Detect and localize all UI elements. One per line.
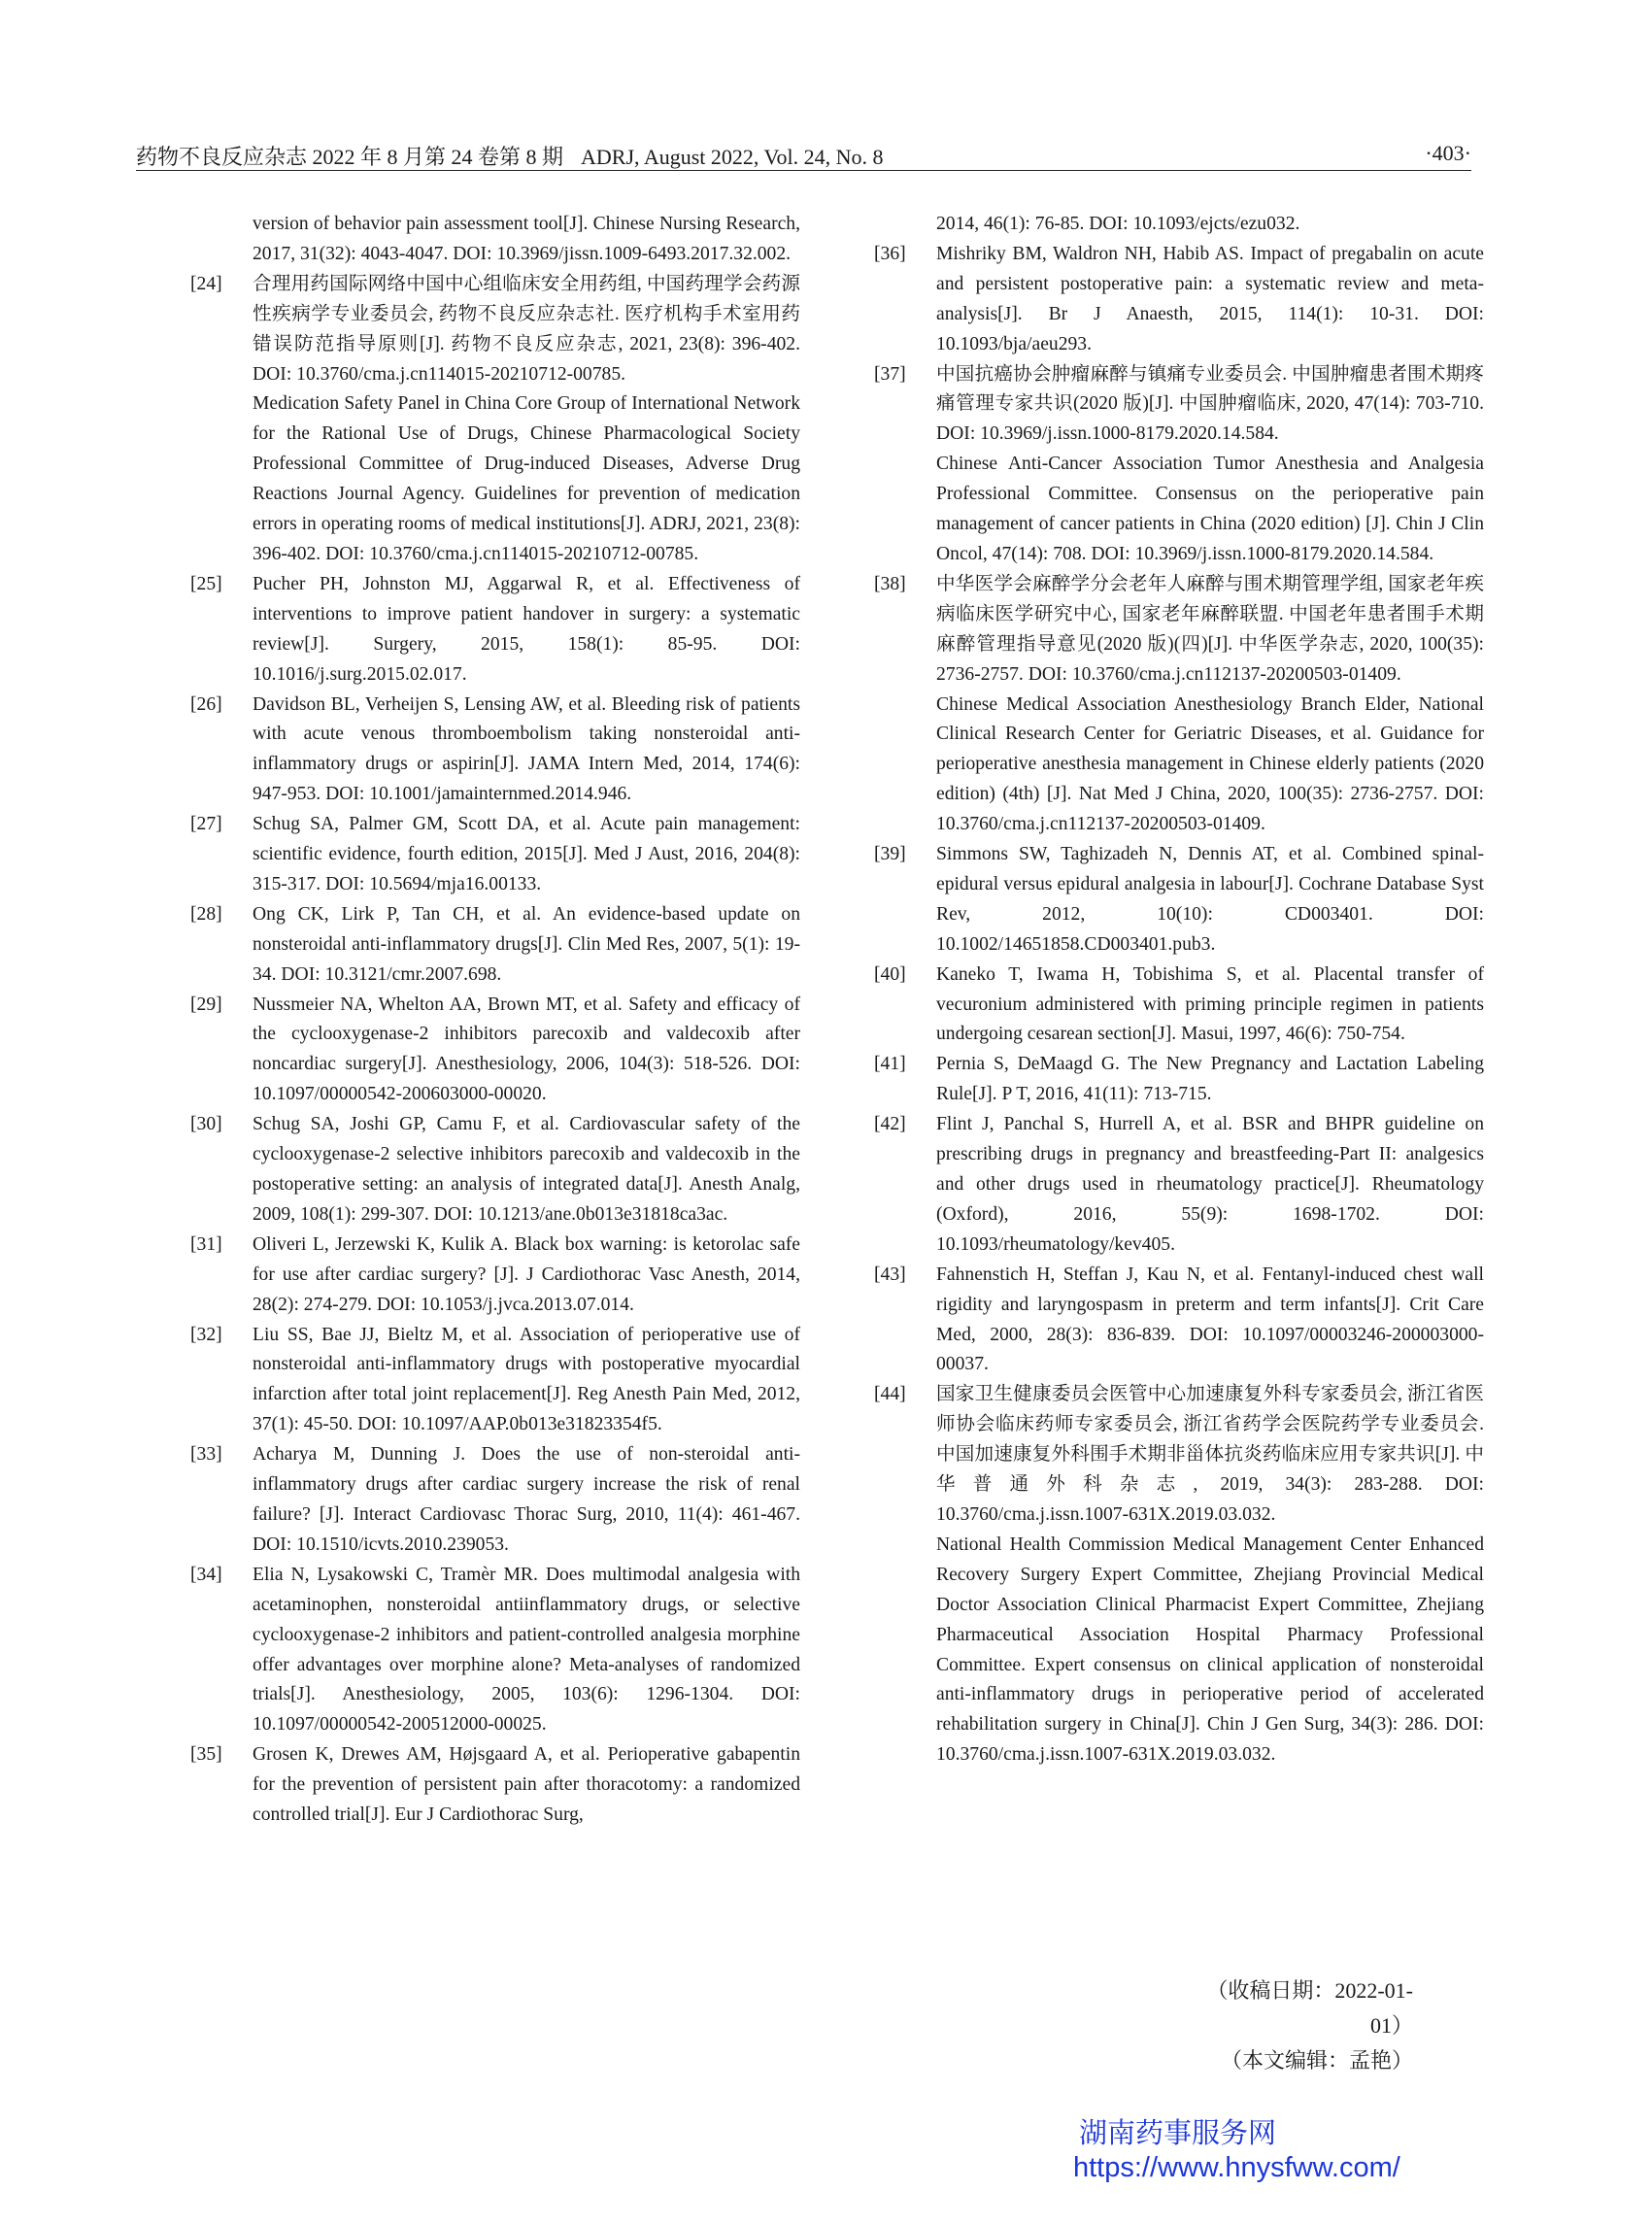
reference-number: [24] <box>190 273 222 294</box>
reference-text: Oliveri L, Jerzewski K, Kulik A. Black box warning: is ketorolac safe for use after cardiac surgery? [J]. J Cardiothorac Vasc Anesth, 2014, 28(2): 274-279. DOI: 10.1053/j.jvca.2013.07.014. <box>253 1233 800 1315</box>
reference-item <box>190 991 800 1111</box>
reference-item <box>190 1440 800 1561</box>
watermark-site-name: 湖南药事服务网 <box>1079 2118 1277 2149</box>
reference-item <box>874 240 1484 360</box>
reference-item <box>190 1321 800 1441</box>
reference-number: [44] <box>874 1384 906 1405</box>
site-watermark[interactable] <box>1073 2117 1400 2185</box>
reference-item <box>874 1050 1484 1110</box>
reference-number: [29] <box>190 994 222 1015</box>
reference-translation: Chinese Medical Association Anesthesiology Branch Elder, National Clinical Research Center for Geriatric Diseases, et al. Guidance for perioperative anesthesia management in Chinese elderly patients (2020 edition) (4th) [J]. Nat Med J China, 2020, 100(35): 2736-2757. DOI: 10.3760/cma.j.cn112137-20200503-01409. <box>936 693 1484 835</box>
reference-item <box>190 570 800 691</box>
reference-item <box>190 1110 800 1230</box>
reference-item <box>874 840 1484 961</box>
reference-translation: National Health Commission Medical Management Center Enhanced Recovery Surgery Expert Committee, Zhejiang Provincial Medical Doctor Association Clinical Pharmacist Expert Committee, Zhejiang Pharmaceutical Association Hospital Pharmacy Professional Committee. Expert consensus on clinical application of nonsteroidal anti-inflammatory drugs in perioperative period of accelerated rehabilitation surgery in China[J]. Chin J Gen Surg, 34(3): 286. DOI: 10.3760/cma.j.issn.1007-631X.2019.03.032. <box>936 1534 1484 1766</box>
reference-text: Simmons SW, Taghizadeh N, Dennis AT, et al. Combined spinal-epidural versus epidural analgesia in labour[J]. Cochrane Database Syst Rev, 2012, 10(10): CD003401. DOI: 10.1002/14651858.CD003401.pub3. <box>936 844 1484 955</box>
page-number: ·403· <box>1425 141 1471 165</box>
reference-text: 中国抗癌协会肿瘤麻醉与镇痛专业委员会. 中国肿瘤患者围术期疼痛管理专家共识(2020 版)[J]. 中国肿瘤临床, 2020, 47(14): 703-710. DOI: 10.3969/j.issn.1000-8179.2020.14.584. <box>936 363 1484 445</box>
reference-text: Acharya M, Dunning J. Does the use of non-steroidal anti-inflammatory drugs after cardiac surgery increase the risk of renal failure? [J]. Interact Cardiovasc Thorac Surg, 2010, 11(4): 461-467. DOI: 10.1510/icvts.2010.239053. <box>253 1444 800 1555</box>
reference-text: Nussmeier NA, Whelton AA, Brown MT, et al. Safety and efficacy of the cyclooxygenase-2 inhibitors parecoxib and valdecoxib after noncardiac surgery[J]. Anesthesiology, 2006, 104(3): 518-526. DOI: 10.1097/00000542-200603000-00020. <box>253 994 800 1105</box>
reference-translation: Medication Safety Panel in China Core Group of International Network for the Rational Use of Drugs, Chinese Pharmacological Society Professional Committee of Drug-induced Diseases, Adverse Drug Reactions Journal Agency. Guidelines for prevention of medication errors in operating rooms of medical institutions[J]. ADRJ, 2021, 23(8): 396-402. DOI: 10.3760/cma.j.cn114015-20210712-00785. <box>253 393 800 564</box>
reference-item <box>874 1110 1484 1261</box>
reference-continuation: 2014, 46(1): 76-85. DOI: 10.1093/ejcts/ezu032. <box>936 214 1300 234</box>
reference-text: Ong CK, Lirk P, Tan CH, et al. An evidence-based update on nonsteroidal anti-inflammatory drugs[J]. Clin Med Res, 2007, 5(1): 19-34. DOI: 10.3121/cmr.2007.698. <box>253 903 800 985</box>
reference-text: Pucher PH, Johnston MJ, Aggarwal R, et al. Effectiveness of interventions to improve patient handover in surgery: a systematic review[J]. Surgery, 2015, 158(1): 85-95. DOI: 10.1016/j.surg.2015.02.017. <box>253 573 800 685</box>
reference-item <box>874 1380 1484 1770</box>
reference-number: [27] <box>190 814 222 835</box>
reference-item <box>190 270 800 570</box>
reference-number: [26] <box>190 693 222 715</box>
reference-number: [32] <box>190 1324 222 1345</box>
editor-note: （本文编辑：孟艳） <box>1220 2048 1413 2073</box>
reference-number: [35] <box>190 1744 222 1766</box>
journal-citation <box>136 141 884 171</box>
reference-item <box>874 961 1484 1051</box>
reference-translation: Chinese Anti-Cancer Association Tumor Anesthesia and Analgesia Professional Committee. Consensus on the perioperative pain management of cancer patients in China (2020 edition) [J]. Chin J Clin Oncol, 47(14): 708. DOI: 10.3969/j.issn.1000-8179.2020.14.584. <box>936 454 1484 564</box>
reference-item <box>190 810 800 900</box>
reference-number: [41] <box>874 1054 906 1075</box>
reference-number: [37] <box>874 363 906 385</box>
reference-item <box>874 360 1484 570</box>
reference-number: [42] <box>874 1114 906 1135</box>
reference-text: 国家卫生健康委员会医管中心加速康复外科专家委员会, 浙江省医师协会临床药师专家委员会, 浙江省药学会医院药学专业委员会. 中国加速康复外科围手术期非甾体抗炎药临床应用专家共识[J]. 中华普通外科杂志, 2019, 34(3): 283-288. DOI: 10.3760/cma.j.issn.1007-631X.2019.03.032. <box>936 1384 1484 1525</box>
reference-number: [40] <box>874 963 906 985</box>
reference-item <box>190 1230 800 1321</box>
reference-text: Davidson BL, Verheijen S, Lensing AW, et al. Bleeding risk of patients with acute venous thromboembolism taking nonsteroidal anti-inflammatory drugs or aspirin[J]. JAMA Intern Med, 2014, 174(6): 947-953. DOI: 10.1001/jamainternmed.2014.946. <box>253 693 800 805</box>
reference-item <box>190 691 800 811</box>
reference-text: Grosen K, Drewes AM, Højsgaard A, et al. Perioperative gabapentin for the prevention of persistent pain after thoracotomy: a randomized controlled trial[J]. Eur J Cardiothorac Surg, <box>253 1744 800 1826</box>
reference-number: [33] <box>190 1444 222 1466</box>
reference-item <box>190 900 800 991</box>
journal-title-cn: 药物不良反应杂志 2022 年 8 月第 24 卷第 8 期 <box>136 145 564 169</box>
reference-text: Elia N, Lysakowski C, Tramèr MR. Does multimodal analgesia with acetaminophen, nonsteroidal antiinflammatory drugs, or selective cyclooxygenase-2 inhibitors and patient-controlled analgesia morphine offer advantages over morphine alone? Meta-analyses of randomized trials[J]. Anesthesiology, 2005, 103(6): 1296-1304. DOI: 10.1097/00000542-200512000-00025. <box>253 1564 800 1736</box>
reference-number: [43] <box>874 1264 906 1285</box>
reference-item <box>190 1561 800 1740</box>
reference-number: [36] <box>874 243 906 264</box>
reference-text: 合理用药国际网络中国中心组临床安全用药组, 中国药理学会药源性疾病学专业委员会, 药物不良反应杂志社. 医疗机构手术室用药错误防范指导原则[J]. 药物不良反应杂志, 2021, 23(8): 396-402. DOI: 10.3760/cma.j.cn114015-20210712-00785. <box>253 273 800 385</box>
watermark-url[interactable]: https://www.hnysfww.com/ <box>1073 2152 1400 2183</box>
reference-text: Pernia S, DeMaagd G. The New Pregnancy and Lactation Labeling Rule[J]. P T, 2016, 41(11): 713-715. <box>936 1054 1484 1105</box>
reference-item <box>190 1740 800 1831</box>
reference-text: Schug SA, Joshi GP, Camu F, et al. Cardiovascular safety of the cyclooxygenase-2 selective inhibitors parecoxib and valdecoxib in the postoperative setting: an analysis of integrated data[J]. Anesth Analg, 2009, 108(1): 299-307. DOI: 10.1213/ane.0b013e31818ca3ac. <box>253 1114 800 1225</box>
reference-text: Flint J, Panchal S, Hurrell A, et al. BSR and BHPR guideline on prescribing drugs in pregnancy and breastfeeding-Part II: analgesics and other drugs used in rheumatology practice[J]. Rheumatology (Oxford), 2016, 55(9): 1698-1702. DOI: 10.1093/rheumatology/kev405. <box>936 1114 1484 1255</box>
running-header <box>136 137 1471 171</box>
reference-item <box>874 570 1484 840</box>
reference-continuation: version of behavior pain assessment tool[J]. Chinese Nursing Research, 2017, 31(32): 4043-4047. DOI: 10.3969/jissn.1009-6493.2017.32.002. <box>253 214 800 264</box>
reference-text: Mishriky BM, Waldron NH, Habib AS. Impact of pregabalin on acute and persistent postoperative pain: a systematic review and meta-analysis[J]. Br J Anaesth, 2015, 114(1): 10-31. DOI: 10.1093/bja/aeu293. <box>936 243 1484 354</box>
reference-number: [34] <box>190 1564 222 1585</box>
reference-text: Kaneko T, Iwama H, Tobishima S, et al. Placental transfer of vecuronium administered with priming principle regimen in patients undergoing cesarean section[J]. Masui, 1997, 46(6): 750-754. <box>936 963 1484 1045</box>
reference-text: Liu SS, Bae JJ, Bieltz M, et al. Association of perioperative use of nonsteroidal anti-inflammatory drugs with postoperative myocardial infarction after total joint replacement[J]. Reg Anesth Pain Med, 2012, 37(1): 45-50. DOI: 10.1097/AAP.0b013e31823354f5. <box>253 1324 800 1435</box>
reference-text: Fahnenstich H, Steffan J, Kau N, et al. Fentanyl-induced chest wall rigidity and laryngospasm in preterm and term infants[J]. Crit Care Med, 2000, 28(3): 836-839. DOI: 10.1097/00003246-200003000-00037. <box>936 1264 1484 1375</box>
reference-number: [30] <box>190 1114 222 1135</box>
reference-text: 中华医学会麻醉学分会老年人麻醉与围术期管理学组, 国家老年疾病临床医学研究中心, 国家老年麻醉联盟. 中国老年患者围手术期麻醉管理指导意见(2020 版)(四)[J]. 中华医学杂志, 2020, 100(35): 2736-2757. DOI: 10.3760/cma.j.cn112137-20200503-01409. <box>936 573 1484 685</box>
reference-number: [39] <box>874 844 906 865</box>
reference-column-right <box>874 210 1484 1770</box>
reference-number: [38] <box>874 573 906 594</box>
reference-text: Schug SA, Palmer GM, Scott DA, et al. Acute pain management: scientific evidence, fourth edition, 2015[J]. Med J Aust, 2016, 204(8): 315-317. DOI: 10.5694/mja16.00133. <box>253 814 800 894</box>
received-date: （收稿日期：2022-01-01） <box>1206 1978 1413 2038</box>
article-footer <box>1180 1973 1413 2078</box>
reference-number: [31] <box>190 1233 222 1255</box>
reference-number: [25] <box>190 573 222 594</box>
journal-title-en: ADRJ, August 2022, Vol. 24, No. 8 <box>581 145 884 169</box>
reference-column-left <box>190 210 800 1831</box>
reference-number: [28] <box>190 903 222 925</box>
reference-item <box>874 1261 1484 1381</box>
